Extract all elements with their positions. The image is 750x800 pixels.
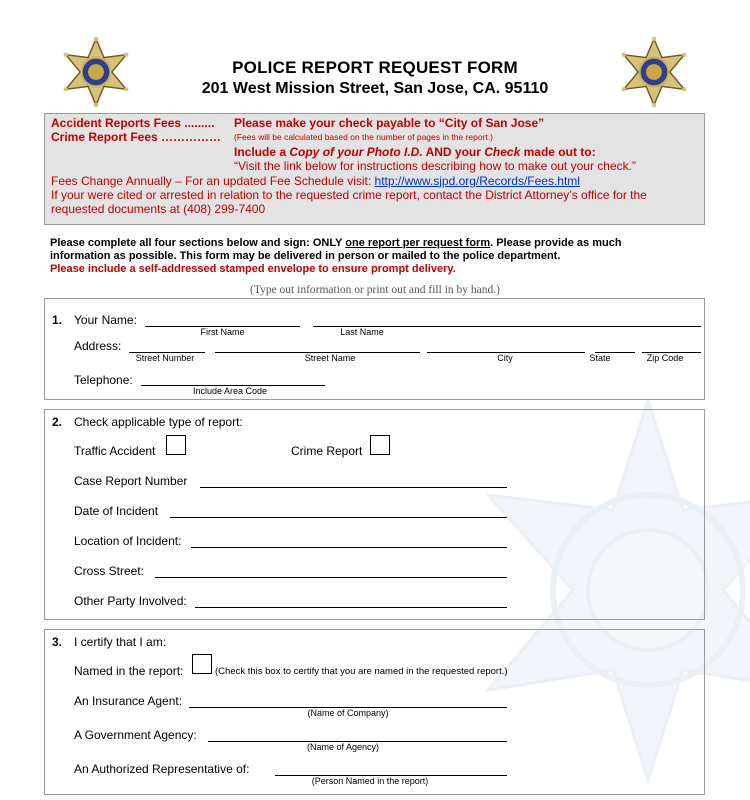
named-checkbox[interactable] — [192, 654, 212, 674]
form-address: 201 West Mission Street, San Jose, CA. 95110 — [201, 80, 549, 97]
person-caption: (Person Named in the report) — [311, 776, 429, 786]
include-note: Include a Copy of your Photo I.D. AND your Check made out to: — [234, 144, 596, 159]
city-caption: City — [497, 353, 513, 363]
street-number-caption: Street Number — [135, 353, 195, 363]
fee-calc-note: (Fees will be calculated based on the number of pages in the report.) — [234, 132, 493, 143]
your-name-label: Your Name: — [74, 313, 137, 327]
company-caption: (Name of Company) — [307, 708, 389, 718]
cited-note-2: requested documents at (408) 299-7400 — [51, 202, 266, 217]
last-name-caption: Last Name — [340, 327, 384, 337]
cited-note-1: If your were cited or arrested in relation to the requested crime report, contact the District Attorney’s office for the — [51, 187, 647, 202]
crime-report-label: Crime Report — [291, 444, 363, 458]
case-number-field[interactable] — [200, 487, 507, 488]
typeout-note: (Type out information or print out and fill in by hand.) — [250, 284, 500, 296]
date-label: Date of Incident — [74, 504, 159, 518]
location-label: Location of Incident: — [74, 534, 182, 548]
date-field[interactable] — [170, 517, 507, 518]
section-3-number: 3. — [52, 635, 63, 649]
traffic-accident-checkbox[interactable] — [166, 435, 186, 455]
fees-box — [44, 113, 705, 225]
instructions: Please complete all four sections below and sign: ONLY one report per request form. Please provide as much information as possible. This form may be delivered in person or mailed to the police department. Please include a self-addressed stamped envelope to ensure prompt delivery. — [50, 237, 710, 276]
named-label: Named in the report: — [74, 664, 184, 678]
insurance-label: An Insurance Agent: — [74, 694, 183, 708]
crime-fees-dots: …………… — [161, 130, 222, 145]
first-name-caption: First Name — [200, 327, 245, 337]
other-party-field[interactable] — [195, 607, 507, 608]
section-1-number: 1. — [52, 313, 63, 327]
section-3 — [44, 629, 705, 795]
section-1 — [44, 298, 705, 400]
envelope-note: Please include a self-addressed stamped envelope to ensure prompt delivery. — [50, 263, 456, 275]
agency-caption: (Name of Agency) — [306, 742, 380, 752]
government-label: A Government Agency: — [74, 728, 197, 742]
case-number-label: Case Report Number — [74, 474, 188, 488]
fee-annual-note: Fees Change Annually – For an updated Fee Schedule visit: — [51, 173, 375, 188]
report-type-heading: Check applicable type of report: — [74, 415, 243, 429]
other-party-label: Other Party Involved: — [74, 594, 187, 608]
form-title: POLICE REPORT REQUEST FORM — [232, 58, 518, 77]
fee-schedule-link[interactable]: http://www.sjpd.org/Records/Fees.html — [374, 173, 580, 188]
visit-note: “Visit the link below for instructions describing how to make out your check.” — [234, 159, 636, 174]
certify-heading: I certify that I am: — [74, 635, 167, 649]
location-field[interactable] — [191, 547, 507, 548]
street-name-caption: Street Name — [304, 353, 356, 363]
zip-caption: Zip Code — [646, 353, 684, 363]
cross-street-field[interactable] — [155, 577, 507, 578]
state-caption: State — [589, 353, 611, 363]
named-note: (Check this box to certify that you are named in the requested report.) — [215, 666, 508, 677]
address-label: Address: — [74, 339, 122, 353]
authorized-label: An Authorized Representative of: — [74, 762, 250, 776]
accident-fees-dots: ......... — [184, 116, 215, 130]
crime-fees-label: Crime Report Fees — [51, 130, 158, 145]
crime-report-checkbox[interactable] — [370, 435, 390, 455]
cross-street-label: Cross Street: — [74, 564, 145, 578]
section-2-number: 2. — [52, 415, 63, 429]
payable-note: Please make your check payable to “City of San Jose” — [234, 116, 545, 130]
area-code-caption: Include Area Code — [192, 386, 268, 396]
telephone-label: Telephone: — [74, 373, 133, 387]
section-2 — [44, 409, 705, 620]
traffic-accident-label: Traffic Accident — [74, 444, 156, 458]
accident-fees-label: Accident Reports Fees — [51, 116, 182, 130]
